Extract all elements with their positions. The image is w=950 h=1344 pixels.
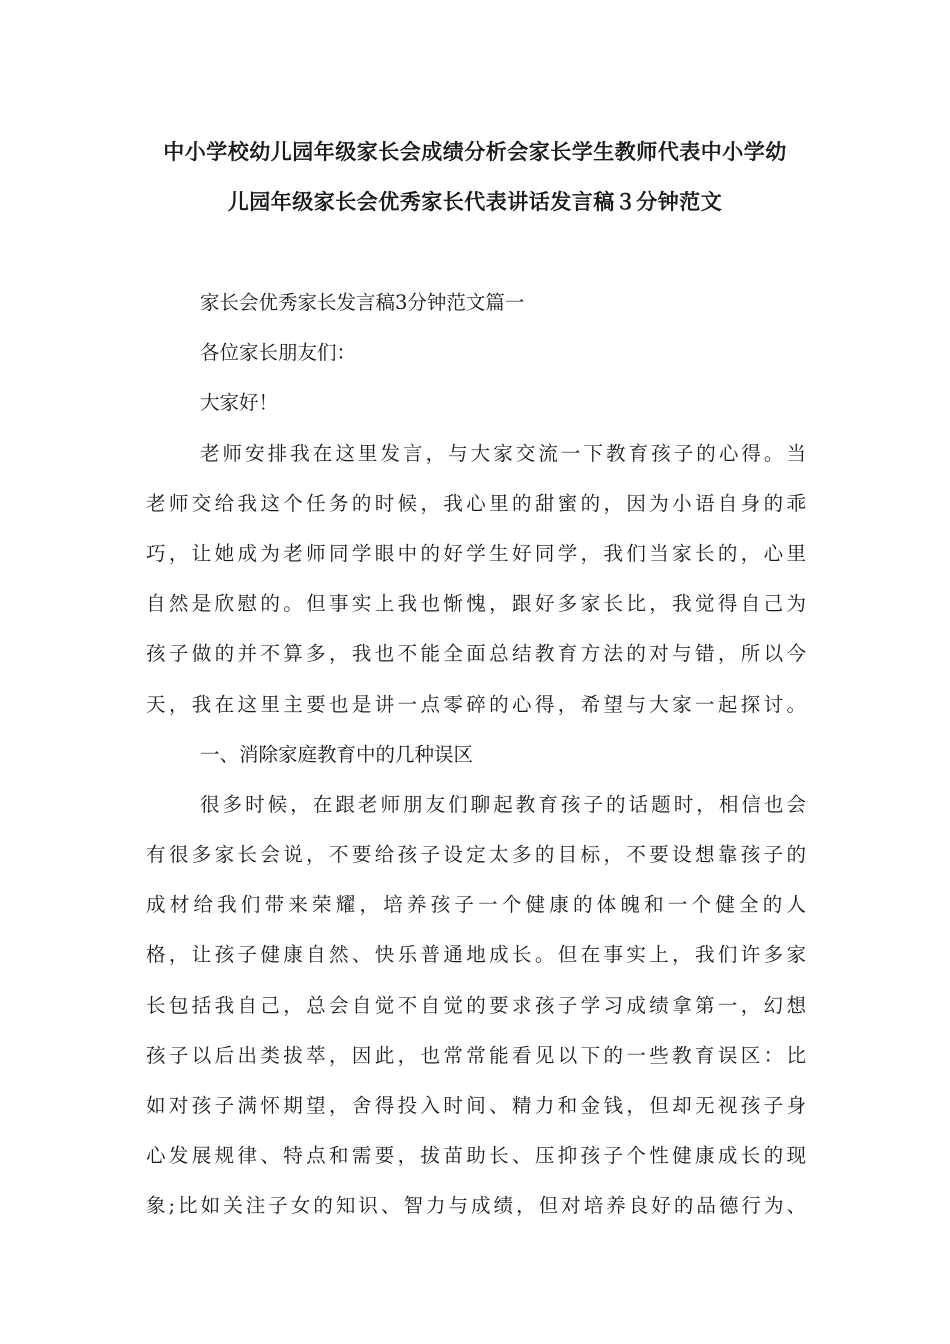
paragraph-1 — [146, 429, 806, 730]
paragraph-line: 象;比如关注子女的知识、智力与成绩，但对培养良好的品德行为、 — [146, 1194, 806, 1218]
document-body — [146, 278, 806, 1232]
paragraph-line: 有很多家长会说，不要给孩子设定太多的目标，不要设想靠孩子的 — [146, 843, 806, 867]
paragraph-line: 自然是欣慰的。但事实上我也惭愧，跟好多家长比，我觉得自己为 — [146, 592, 806, 616]
paragraph-line: 老师安排我在这里发言，与大家交流一下教育孩子的心得。当 — [200, 441, 806, 465]
greeting: 大家好！ — [200, 391, 279, 415]
paragraph-line: 如对孩子满怀期望，舍得投入时间、精力和金钱，但却无视孩子身 — [146, 1094, 806, 1117]
paragraph-line: 孩子做的并不算多，我也不能全面总结教育方法的对与错，所以今 — [146, 642, 806, 666]
paragraph-2 — [146, 780, 806, 1232]
paragraph-line: 天，我在这里主要也是讲一点零碎的心得，希望与大家一起探讨。 — [146, 692, 806, 716]
subtitle: 家长会优秀家长发言稿3分钟范文篇一 — [200, 291, 525, 314]
paragraph-line: 孩子以后出类拔萃，因此，也常常能看见以下的一些教育误区：比 — [146, 1043, 806, 1067]
salutation: 各位家长朋友们： — [200, 341, 357, 365]
paragraph-line: 心发展规律、特点和需要，拔苗助长、压抑孩子个性健康成长的现 — [146, 1144, 806, 1168]
section-heading: 一、消除家庭教育中的几种误区 — [200, 742, 474, 766]
title-line-2: 儿园年级家长会优秀家长代表讲话发言稿３分钟范文 — [227, 190, 723, 214]
paragraph-line: 巧，让她成为老师同学眼中的好学生好同学，我们当家长的，心里 — [146, 541, 806, 565]
paragraph-line: 老师交给我这个任务的时候，我心里的甜蜜的，因为小语自身的乖 — [146, 491, 806, 515]
title-line-1: 中小学校幼儿园年级家长会成绩分析会家长学生教师代表中小学幼 — [163, 140, 787, 164]
paragraph-line: 长包括我自己，总会自觉不自觉的要求孩子学习成绩拿第一，幻想 — [146, 993, 806, 1017]
document-title — [120, 127, 830, 227]
paragraph-line: 很多时候，在跟老师朋友们聊起教育孩子的话题时，相信也会 — [200, 792, 806, 816]
paragraph-line: 格，让孩子健康自然、快乐普通地成长。但在事实上，我们许多家 — [146, 943, 806, 967]
paragraph-line: 成材给我们带来荣耀，培养孩子一个健康的体魄和一个健全的人 — [146, 893, 806, 917]
